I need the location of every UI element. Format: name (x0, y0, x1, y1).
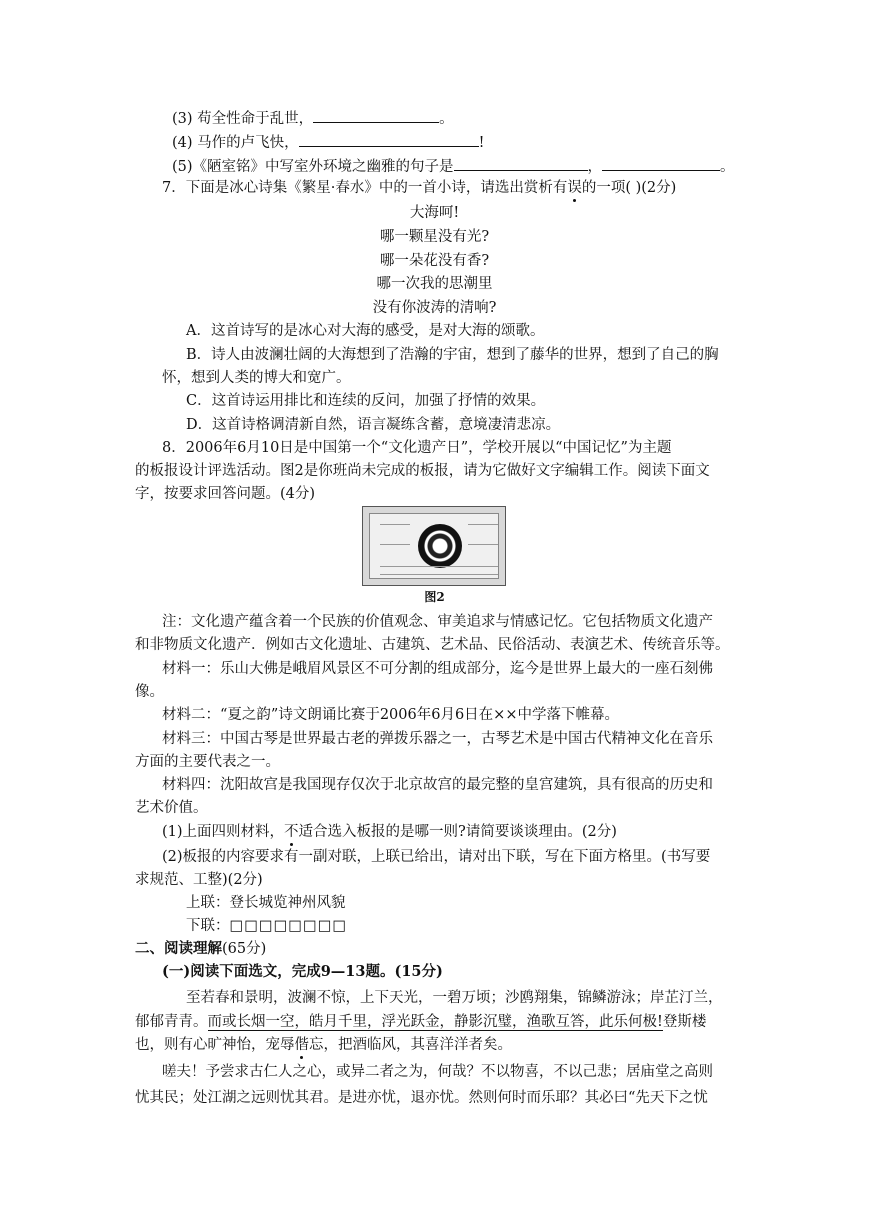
text-rule (468, 524, 498, 525)
couplet-upper: 上联：登长城览神州风貌 (186, 895, 346, 911)
q7-option-d: D．这首诗格调清新自然，语言凝练含蓄，意境凄清悲凉。 (186, 417, 561, 433)
fill-item-5: (5)《陋室铭》中写室外环境之幽雅的句子是 ， 。 (172, 154, 735, 177)
material-1: 材料一：乐山大佛是峨眉风景区不可分割的组成部分，迄今是世界上最大的一座石刻佛 (162, 661, 713, 677)
material-1-cont: 像。 (135, 684, 164, 700)
answer-blank[interactable] (602, 154, 720, 171)
poem-line: 哪一朵花没有香? (379, 253, 490, 269)
q7-stem: 7．下面是冰心诗集《繁星·春水》中的一首小诗，请选出赏析有误的一项( )(2分) (162, 180, 677, 196)
q8-subquestion-2-cont: 求规范、工整)(2分) (135, 872, 263, 888)
q8-note-cont: 和非物质文化遗产．例如古文化遗址、古建筑、艺术品、民俗活动、表演艺术、传统音乐等。 (135, 637, 730, 653)
answer-blank[interactable] (299, 130, 479, 147)
q7-option-c: C．这首诗运用排比和连续的反问，加强了抒情的效果。 (186, 393, 546, 409)
poem-line: 哪一次我的思潮里 (376, 276, 493, 292)
blackboard-figure (362, 506, 506, 586)
q8-subquestion-1: (1)上面四则材料，不适合选入板报的是哪一则?请简要谈谈理由。(2分) (162, 824, 617, 840)
material-4: 材料四：沈阳故宫是我国现存仅次于北京故宫的最完整的皇宫建筑，具有很高的历史和 (162, 777, 713, 793)
figure-caption: 图2 (424, 590, 445, 604)
passage-line: 郁郁青青。而或长烟一空，皓月千里，浮光跃金，静影沉璧，渔歌互答，此乐何极!登斯楼 (135, 1014, 707, 1030)
reading-instruction: (一)阅读下面选文，完成9—13题。(15分) (162, 963, 443, 980)
text-rule (380, 524, 410, 525)
q7-option-a: A．这首诗写的是冰心对大海的感受，是对大海的颂歌。 (186, 323, 545, 339)
couplet-lower: 下联：□□□□□□□□ (186, 918, 348, 934)
q8-subquestion-2: (2)板报的内容要求有一副对联，上联已给出，请对出下联，写在下面方格里。(书写要 (162, 849, 711, 865)
answer-boxes[interactable]: □□□□□□□□ (229, 918, 348, 934)
fill-item-4: (4) 马作的卢飞快， ! (172, 130, 484, 153)
text-rule (380, 574, 498, 575)
answer-blank[interactable] (313, 106, 439, 123)
q8-stem-cont: 字，按要求回答问题。(4分) (135, 486, 316, 502)
blackboard-panel (369, 513, 499, 579)
q8-stem-cont: 的板报设计评选活动。图2是你班尚未完成的板报，请为它做好文字编辑工作。阅读下面文 (135, 463, 710, 479)
section-title: 二、阅读理解(65分) (135, 940, 267, 957)
q7-option-b: B．诗人由波澜壮阔的大海想到了浩瀚的宇宙，想到了藤华的世界，想到了自己的胸 (186, 347, 719, 363)
passage-line: 嗟夫！予尝求古仁人之心，或异二者之为，何哉？不以物喜，不以己悲；居庙堂之高则 (162, 1064, 713, 1080)
text-rule (380, 544, 410, 545)
cultural-heritage-logo-icon (418, 524, 462, 568)
text-rule (380, 566, 498, 567)
q8-stem: 8．2006年6月10日是中国第一个“文化遗产日”，学校开展以“中国记忆”为主题 (162, 440, 672, 456)
passage-line: 忧其民；处江湖之远则忧其君。是进亦忧，退亦忧。然则何时而乐耶？其必曰“先天下之忧 (135, 1090, 708, 1106)
fill-item-3: (3) 苟全性命于乱世， 。 (172, 106, 454, 129)
passage-line: 也，则有心旷神怡，宠辱偕忘，把酒临风，其喜洋洋者矣。 (135, 1037, 512, 1053)
text-rule (468, 544, 498, 545)
answer-blank[interactable] (454, 154, 588, 171)
material-3: 材料三：中国古琴是世界最古老的弹拨乐器之一，古琴艺术是中国古代精神文化在音乐 (162, 731, 713, 747)
material-2: 材料二：“夏之韵”诗文朗诵比赛于2006年6月6日在××中学落下帷幕。 (162, 707, 619, 723)
passage-line: 至若春和景明，波澜不惊，上下天光，一碧万顷；沙鸥翔集，锦鳞游泳；岸芷汀兰， (186, 990, 723, 1006)
material-3-cont: 方面的主要代表之一。 (135, 754, 280, 770)
material-4-cont: 艺术价值。 (135, 800, 208, 816)
q7-option-b-cont: 怀，想到人类的博大和宽广。 (162, 370, 351, 386)
underlined-sentence: 而或长烟一空，皓月千里，浮光跃金，静影沉璧，渔歌互答，此乐何极! (207, 1014, 663, 1030)
q8-note: 注：文化遗产蕴含着一个民族的价值观念、审美追求与情感记忆。它包括物质文化遗产 (162, 614, 713, 630)
poem-line: 大海呵! (409, 205, 460, 221)
poem-line: 哪一颗星没有光? (379, 229, 490, 245)
poem-line: 没有你波涛的清响? (372, 300, 497, 316)
